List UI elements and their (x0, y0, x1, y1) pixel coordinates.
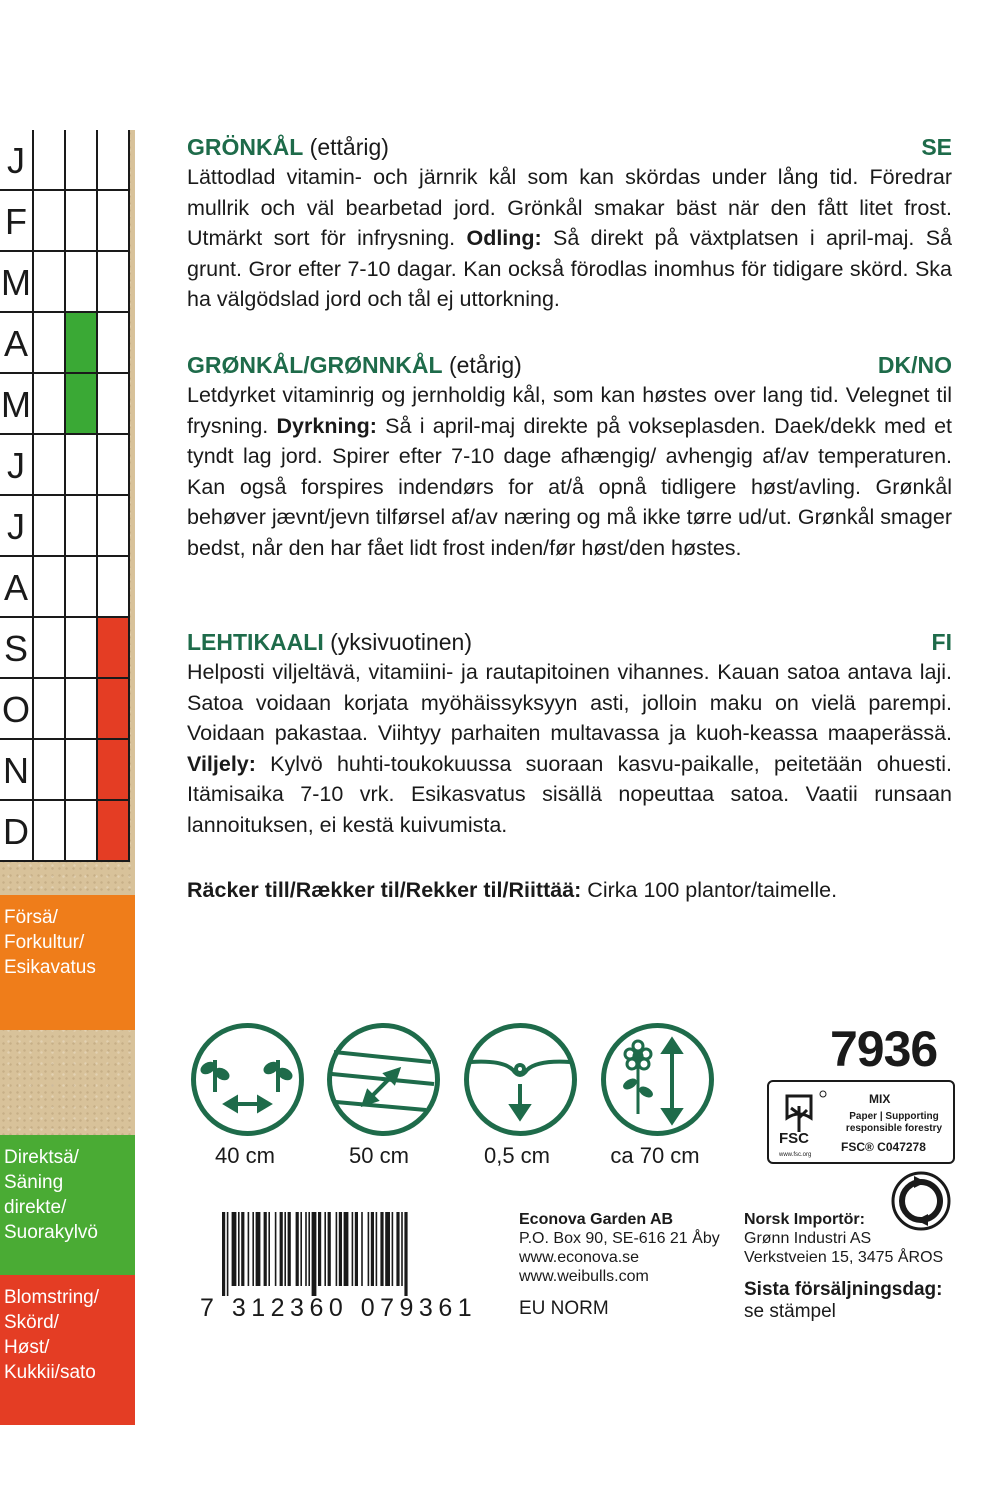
calendar-month-letter: M (0, 374, 34, 435)
legend-indoor-line: Forkultur/ (4, 932, 85, 953)
calendar-month-row (0, 618, 135, 679)
section-se-heading (187, 132, 952, 162)
sowing-depth-icon (463, 1022, 578, 1137)
row-spacing-icon (326, 1022, 441, 1137)
section-fi-title: LEHTIKAALI (187, 629, 324, 655)
section-fi (187, 627, 952, 840)
calendar-cell-indoor (34, 313, 66, 374)
plant-spacing-label: 40 cm (215, 1143, 275, 1168)
calendar-month-letter: N (0, 740, 34, 801)
last-sale-value: se stämpel (744, 1301, 836, 1322)
calendar-month-row (0, 679, 135, 740)
barcode-bar (284, 1212, 286, 1286)
importer-address-line: Verkstveien 15, 3475 ÅROS (744, 1249, 944, 1266)
legend-direct-line: direkte/ (4, 1197, 67, 1218)
section-dk-bold: Dyrkning: (276, 413, 377, 438)
legend-harvest-line: Blomstring/ (4, 1287, 100, 1308)
fsc-web: www.fsc.org (779, 1152, 812, 1158)
calendar-cell-direct (66, 435, 98, 496)
section-dk-text1: Letdyrket vitaminrig og jernholdig kål, som kan høstes over lang tid. Velegnet til frysning. (187, 383, 952, 438)
green-dot-recycle-icon (890, 1170, 952, 1232)
sowing-depth-label: 0,5 cm (483, 1143, 551, 1168)
seller-web2: www.weibulls.com (519, 1268, 649, 1285)
calendar-cell-harvest (98, 618, 130, 679)
calendar-month-row (0, 496, 135, 557)
article-number: 7936 (830, 1021, 938, 1077)
calendar-month-letter: J (0, 496, 34, 557)
calendar-cell-indoor (34, 740, 66, 801)
calendar-month-row (0, 557, 135, 618)
calendar-cell-harvest (98, 130, 130, 191)
calendar-cell-direct (66, 130, 98, 191)
section-dk-title: GRØNKÅL/GRØNNKÅL (187, 352, 443, 378)
calendar-month-letter: S (0, 618, 34, 679)
barcode-bar (308, 1212, 310, 1286)
calendar-cell-harvest (98, 435, 130, 496)
calendar-cell-direct (66, 557, 98, 618)
calendar-cell-harvest (98, 679, 130, 740)
barcode (218, 1212, 468, 1296)
calendar-month-letter: F (0, 191, 34, 252)
section-fi-text2: Kylvö huhti-toukokuussa suoraan kasvu-paikalle, peitetään ohuesti. Itämisaika 7-10 vrk. Esikasvatus sisällä nopeuttaa satoa. Vaatii runsaan lannoituksen, ei kestä kuivumista. (187, 751, 952, 837)
section-dk-heading (187, 350, 952, 380)
calendar-cell-harvest (98, 374, 130, 435)
section-fi-subtitle: (yksivuotinen) (330, 629, 472, 655)
importer-name: Grønn Industri AS (744, 1230, 872, 1247)
section-se-title: GRÖNKÅL (187, 134, 304, 160)
importer-label: Norsk Importör: (744, 1211, 865, 1228)
plant-height-icon (600, 1022, 715, 1137)
section-dk-lang: DK/NO (877, 352, 952, 378)
barcode-bar (280, 1212, 283, 1286)
calendar-cell-indoor (34, 374, 66, 435)
section-fi-text1: Helposti viljeltävä, vitamiini- ja rautapitoinen vihannes. Kauan satoa antava laji. Satoa voidaan korjata myöhäissyksyyn asti, jolloin maku on vielä parempi. Voidaan pakastaa. Viihtyy parhaiten multavassa ja kuoh-keassa maaperässä. (187, 660, 952, 745)
section-se-bold: Odling: (466, 226, 542, 250)
last-sale-label: Sista försäljningsdag: (744, 1279, 943, 1300)
calendar-month-row (0, 191, 135, 252)
barcode-bar (368, 1212, 370, 1286)
barcode-bar (252, 1212, 254, 1286)
section-fi-heading (187, 627, 952, 657)
calendar-cell-indoor (34, 557, 66, 618)
barcode-bar (305, 1212, 307, 1286)
barcode-bar (288, 1212, 291, 1286)
section-se-body (187, 162, 952, 315)
section-dk-text2: Så i april-maj direkte på vokseplasden. Daek/dekk med et tyndt lag jord. Spirer efter 7-10 dage afhængig/ avhengig af/av temperaturen. Kan også forspires indendørs for at/å opnå tidligere høst/avling. Grønkål behøver jævnt/jevn tilførsel af/av næring og må ikke tørre ud/ut. Grønkål smager bedst, når den har fået lidt frost inden/før høst/den høstes. (187, 413, 953, 560)
legend-direct-line: Säning (4, 1172, 64, 1193)
barcode-bar (222, 1212, 225, 1296)
legend-indoor (0, 895, 135, 1030)
calendar-cell-indoor (34, 191, 66, 252)
barcode-bar (296, 1212, 299, 1286)
calendar-month-row (0, 801, 135, 862)
barcode-bar (361, 1212, 363, 1286)
legend-direct-line: Suorakylvö (4, 1222, 98, 1243)
calendar-cell-direct (66, 191, 98, 252)
barcode-number: 7 312360 079361 (200, 1294, 478, 1322)
section-fi-lang: FI (931, 629, 952, 655)
seller-address-line: P.O. Box 90, SE-616 21 Åby (519, 1230, 720, 1247)
barcode-bar (268, 1212, 270, 1286)
calendar-strip (0, 130, 135, 1383)
sowing-calendar (0, 130, 135, 862)
calendar-cell-direct (66, 252, 98, 313)
barcode-bar (385, 1212, 390, 1286)
barcode-bar (392, 1212, 394, 1286)
calendar-cell-indoor (34, 435, 66, 496)
fsc-label (767, 1080, 955, 1164)
section-fi-body (187, 657, 952, 840)
barcode-bar (241, 1212, 244, 1286)
seller-name: Econova Garden AB (519, 1211, 674, 1228)
calendar-cell-indoor (34, 618, 66, 679)
barcode-bar (300, 1212, 302, 1286)
seller-web1: www.econova.se (519, 1249, 640, 1266)
section-se-text1: Lättodlad vitamin- och järnrik kål som kan skördas under lång tid. Föredrar mullrik och väl bearbetad jord. Grönkål smakar bäst när den fått litet frost. Utmärkt sort för infrysning. (187, 165, 952, 250)
barcode-bar (238, 1212, 240, 1286)
calendar-cell-direct (66, 801, 98, 862)
calendar-cell-direct (66, 374, 98, 435)
barcode-bar (396, 1212, 399, 1286)
legend-harvest-line: Skörd/ (4, 1312, 59, 1333)
calendar-cell-indoor (34, 496, 66, 557)
barcode-bar (355, 1212, 358, 1286)
barcode-bar (256, 1212, 261, 1286)
yield-line (187, 875, 952, 906)
calendar-cell-direct (66, 740, 98, 801)
barcode-bar (339, 1212, 342, 1286)
fsc-code: FSC® C047278 (841, 1140, 926, 1154)
barcode-bar (328, 1212, 331, 1286)
section-dk-subtitle: (etårig) (448, 352, 522, 378)
calendar-cell-direct (66, 496, 98, 557)
calendar-cell-direct (66, 313, 98, 374)
calendar-month-row (0, 374, 135, 435)
barcode-bar (324, 1212, 326, 1286)
calendar-cell-indoor (34, 252, 66, 313)
calendar-cell-indoor (34, 801, 66, 862)
section-dk-body (187, 380, 952, 563)
calendar-cell-harvest (98, 740, 130, 801)
barcode-bar (380, 1212, 383, 1286)
calendar-month-letter: J (0, 130, 34, 191)
barcode-bar (312, 1212, 317, 1296)
calendar-month-letter: A (0, 313, 34, 374)
calendar-month-row (0, 130, 135, 191)
section-se-lang: SE (921, 134, 952, 160)
barcode-bar (318, 1212, 321, 1286)
yield-value: Cirka 100 plantor/taimelle. (581, 878, 838, 902)
last-sale-date (744, 1279, 942, 1323)
section-dk (187, 350, 952, 563)
calendar-cell-direct (66, 679, 98, 740)
barcode-bar (227, 1212, 229, 1296)
calendar-cell-direct (66, 618, 98, 679)
calendar-cell-harvest (98, 313, 130, 374)
seller-address (519, 1210, 720, 1286)
barcode-bar (371, 1212, 374, 1286)
calendar-month-row (0, 740, 135, 801)
legend-direct (0, 1135, 135, 1275)
calendar-month-letter: M (0, 252, 34, 313)
legend-harvest-line: Høst/ (4, 1337, 50, 1358)
fsc-paper: Paper | Supporting responsible forestry (845, 1111, 943, 1134)
section-se (187, 132, 952, 315)
calendar-month-row (0, 435, 135, 496)
barcode-bar (336, 1212, 338, 1286)
calendar-cell-harvest (98, 557, 130, 618)
plant-spacing-icon (190, 1022, 305, 1137)
calendar-cell-harvest (98, 801, 130, 862)
barcode-bar (248, 1212, 250, 1286)
legend-indoor-line: Esikavatus (4, 957, 96, 978)
barcode-bar (401, 1212, 403, 1286)
calendar-month-letter: O (0, 679, 34, 740)
calendar-month-row (0, 252, 135, 313)
calendar-month-letter: A (0, 557, 34, 618)
fsc-logo-text: FSC (779, 1130, 809, 1147)
barcode-bar (275, 1212, 277, 1286)
legend-harvest (0, 1275, 135, 1425)
barcode-bar (376, 1212, 378, 1286)
calendar-cell-harvest (98, 252, 130, 313)
eu-norm: EU NORM (519, 1298, 609, 1319)
barcode-bar (264, 1212, 267, 1286)
legend-indoor-line: Försä/ (4, 907, 58, 928)
calendar-cell-harvest (98, 496, 130, 557)
barcode-bar (232, 1212, 237, 1286)
yield-label: Räcker till/Rækker til/Rekker til/Riittää: (187, 878, 582, 902)
section-se-subtitle: (ettårig) (309, 134, 389, 160)
barcode-bar (352, 1212, 354, 1286)
calendar-month-row (0, 313, 135, 374)
calendar-cell-indoor (34, 679, 66, 740)
legend-harvest-line: Kukkii/sato (4, 1362, 96, 1383)
row-spacing-label: 50 cm (349, 1143, 409, 1168)
calendar-cell-indoor (34, 130, 66, 191)
legend-direct-line: Direktsä/ (4, 1147, 79, 1168)
plant-height-label: ca 70 cm (610, 1143, 700, 1168)
barcode-bar (404, 1212, 407, 1296)
barcode-bar (344, 1212, 349, 1286)
section-se-text2: Så direkt på växtplatsen i april-maj. Så grunt. Gror efter 7-10 dagar. Kan också förodlas inomhus för tidigare skörd. Ska ha välgödslad jord och tål ej uttorkning. (187, 226, 952, 311)
calendar-cell-harvest (98, 191, 130, 252)
calendar-month-letter: J (0, 435, 34, 496)
fsc-mix: MIX (869, 1092, 891, 1106)
calendar-month-letter: D (0, 801, 34, 862)
section-fi-bold: Viljely: (187, 751, 256, 776)
